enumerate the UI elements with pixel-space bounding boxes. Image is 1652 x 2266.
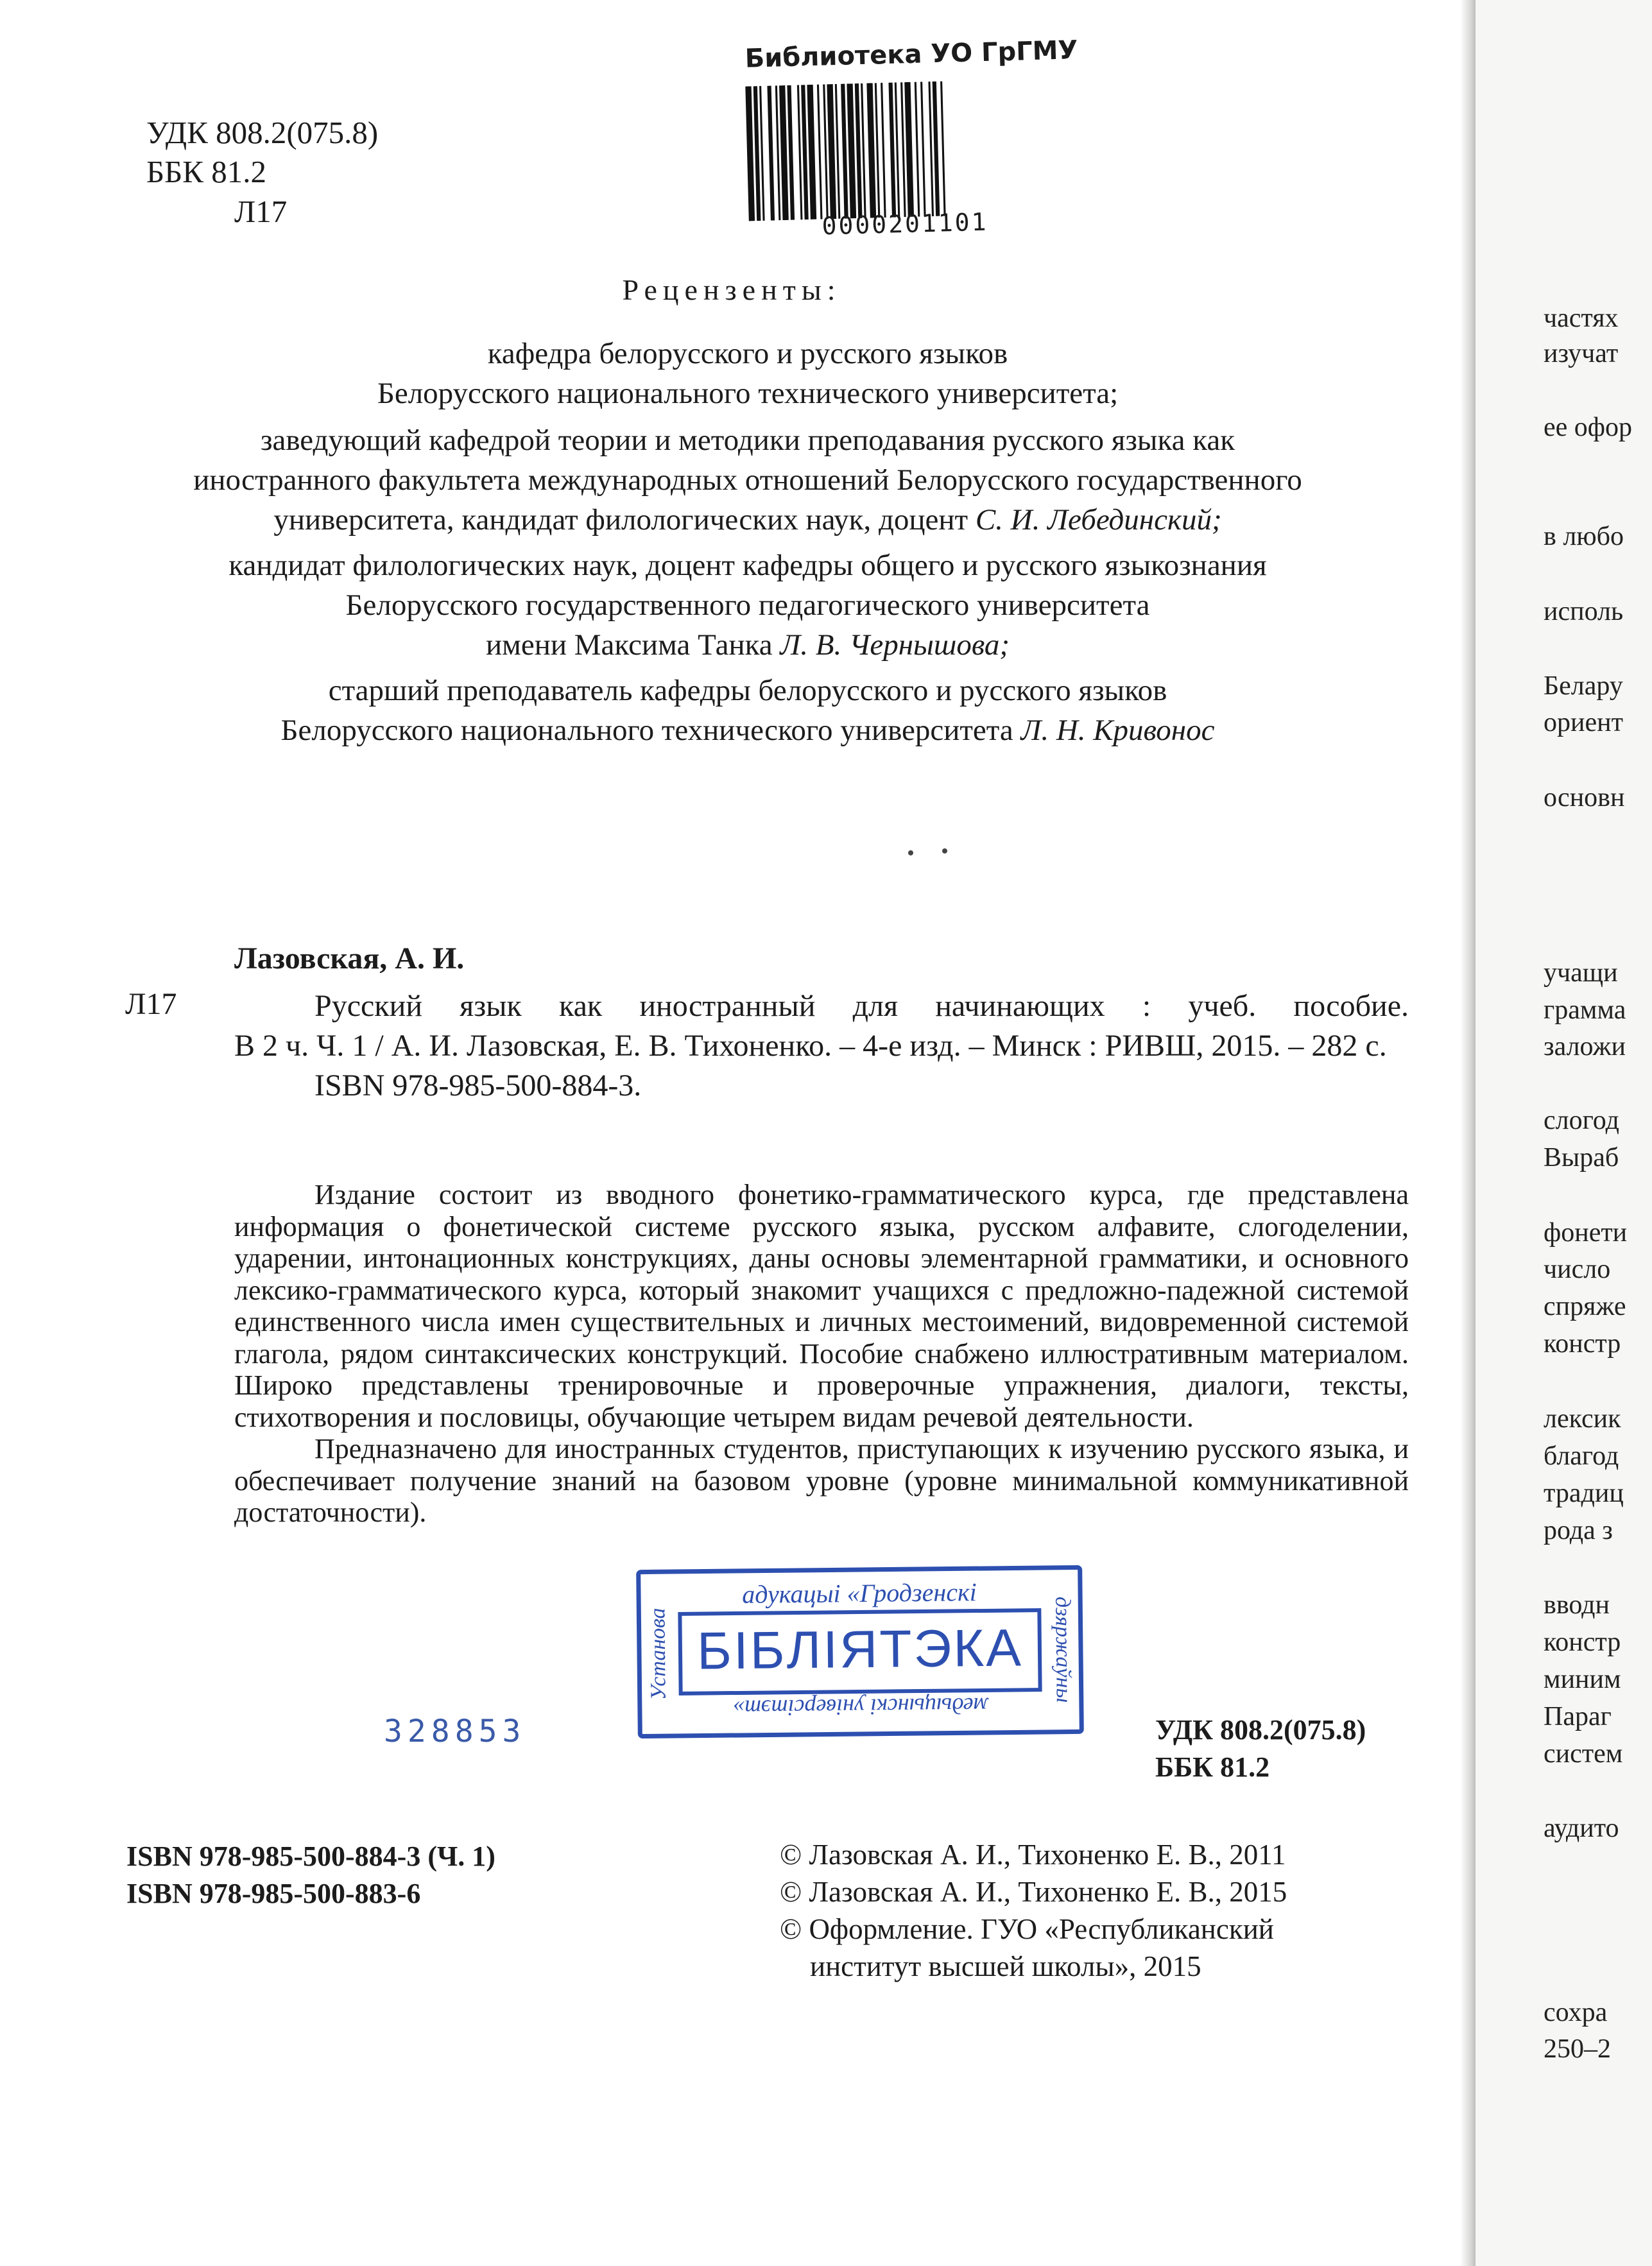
library-stamp	[635, 1563, 1086, 1740]
reviewer-affiliation: Белорусского национального технического университета	[280, 714, 1021, 747]
barcode-bar	[779, 85, 789, 220]
page-gutter-shadow	[1460, 0, 1476, 2266]
reviewer-line	[96, 625, 1399, 665]
bbk-code: ББК 81.2	[146, 154, 266, 189]
copyright-line: © Лазовская А. И., Тихоненко Е. В., 2015	[780, 1876, 1287, 1908]
barcode-bar	[753, 86, 761, 221]
annotation-paragraph: Издание состоит из вводного фонетико-грамматического курса, где представлена информация о фонетической системе русского языка, русском алфавите, слогоделении, ударении, интонационных конструкциях, даны основы элементарной грамматики, и основного лексико-грамматического курса, который знакомит учащихся с предложно-падежной системой единственного числа имен существительных и личных местоимений, видовременной системой глагола, рядом синтаксических конструкций. Пособие снабжено иллюстративным материалом. Широко представлены тренировочные и проверочные упражнения, диалоги, тексты, стихотворения и пословицы, обучающие четырем видам речевой деятельности.	[234, 1179, 1409, 1433]
stamp-left-text: Установа	[646, 1608, 671, 1701]
reviewer-entry	[96, 545, 1399, 665]
reviewer-line	[96, 500, 1399, 540]
copyright-line: институт высшей школы», 2015	[810, 1950, 1201, 1982]
barcode-bar	[847, 83, 856, 218]
barcode-bar	[933, 82, 940, 216]
reviewer-line: кафедра белорусского и русского языков	[487, 337, 1008, 370]
facing-page-line: спряже	[1544, 1292, 1626, 1321]
isbn-volume: ISBN 978-985-500-884-3 (Ч. 1)	[126, 1841, 495, 1872]
reviewer-affiliation: университета, кандидат филологических наук, доцент	[273, 503, 976, 536]
catalog-author-heading: Лазовская, А. И.	[234, 941, 465, 975]
facing-page-line: традиц	[1544, 1479, 1624, 1508]
inventory-number: 328853	[384, 1713, 526, 1749]
facing-page-line: констр	[1544, 1627, 1621, 1657]
reviewer-entry	[96, 671, 1399, 750]
reviewer-affiliation: имени Максима Танка	[485, 628, 780, 662]
stamp-center-text: БІБЛІЯТЭКА	[696, 1618, 1024, 1681]
catalog-isbn: ISBN 978-985-500-884-3.	[314, 1069, 642, 1103]
facing-page-line: в любо	[1544, 522, 1624, 551]
facing-page-line: Белару	[1544, 671, 1623, 701]
author-sign: Л17	[234, 194, 288, 229]
facing-page-line: констр	[1544, 1329, 1621, 1359]
stamp-right-text: дзяржаўны	[1051, 1596, 1076, 1703]
facing-page-line: Выраб	[1544, 1143, 1619, 1172]
barcode-bar	[807, 85, 816, 219]
barcode-bar	[787, 85, 795, 220]
facing-page-line: ориент	[1544, 708, 1623, 737]
barcode-bar	[745, 86, 755, 221]
reviewer-line: Белорусского национального технического университета;	[377, 377, 1119, 410]
print-speck	[942, 848, 947, 854]
barcode-bar	[827, 84, 836, 219]
barcode-bar	[915, 82, 920, 217]
catalog-bibliographic-description	[234, 986, 1409, 1106]
bbk-code-bold: ББК 81.2	[1155, 1751, 1270, 1783]
reviewer-name: Л. Н. Кривонос	[1020, 714, 1215, 747]
stamp-bottom-text: медыцынскі універсітэт»	[732, 1692, 988, 1722]
facing-page-line: изучат	[1544, 339, 1619, 368]
reviewer-name: Л. В. Чернышова;	[780, 628, 1010, 662]
reviewer-line: Белорусского государственного педагогического университета	[345, 588, 1150, 622]
reviewers-heading: Рецензенты:	[622, 273, 841, 306]
facing-page-edge	[1473, 0, 1652, 2266]
barcode-sticker	[738, 35, 1085, 252]
barcode-bar	[920, 82, 926, 216]
catalog-call-number: Л17	[125, 987, 177, 1021]
barcode-bar	[904, 82, 914, 217]
facing-page-line: сохра	[1544, 1998, 1608, 2027]
facing-page-line: ее офор	[1544, 413, 1632, 442]
copyright-line: © Оформление. ГУО «Республиканский	[780, 1913, 1274, 1945]
copyright-line: © Лазовская А. И., Тихоненко Е. В., 2011	[780, 1839, 1286, 1871]
barcode-number: 0000201101	[822, 207, 988, 241]
barcode-bar	[767, 86, 775, 221]
reviewer-entry	[96, 334, 1399, 413]
facing-page-line: Параг	[1544, 1702, 1612, 1731]
facing-page-line: миним	[1544, 1665, 1621, 1694]
reviewer-name: С. И. Лебединский;	[975, 503, 1222, 536]
barcode-bar	[801, 85, 809, 219]
barcode-bar	[866, 83, 876, 218]
annotation	[234, 1179, 1409, 1529]
barcode-bar	[841, 84, 848, 219]
print-speck	[908, 850, 913, 855]
facing-page-line: заложи	[1544, 1032, 1626, 1061]
facing-page-line: лексик	[1544, 1404, 1621, 1434]
facing-page-line: рода з	[1544, 1516, 1613, 1545]
facing-page-line: благод	[1544, 1441, 1619, 1471]
facing-page-line: основн	[1544, 783, 1625, 812]
catalog-title-line: Русский язык как иностранный для начинающих : учеб. пособие.	[314, 989, 1409, 1023]
facing-page-line: вводн	[1544, 1590, 1610, 1620]
facing-page-line: исполь	[1544, 597, 1624, 626]
barcode-bar	[855, 83, 863, 218]
reviewer-line: заведующий кафедрой теории и методики преподавания русского языка как	[260, 424, 1235, 457]
udk-code: УДК 808.2(075.8)	[146, 115, 379, 150]
facing-page-line: аудито	[1544, 1814, 1619, 1843]
reviewer-line: иностранного факультета международных отношений Белорусского государственного	[193, 463, 1302, 497]
reviewer-line	[96, 710, 1399, 750]
udk-code-bold: УДК 808.2(075.8)	[1155, 1714, 1366, 1746]
facing-page-line: учащи	[1544, 958, 1618, 988]
facing-page-line: слогод	[1544, 1106, 1619, 1135]
facing-page-line: грамма	[1544, 995, 1626, 1025]
isbn-set: ISBN 978-985-500-883-6	[126, 1878, 421, 1909]
facing-page-line: число	[1544, 1255, 1611, 1284]
facing-page-line: фонети	[1544, 1218, 1628, 1248]
facing-page-line: систем	[1544, 1739, 1623, 1769]
facing-page-line: 250–2	[1544, 2034, 1611, 2064]
barcode-bar	[940, 82, 946, 216]
reviewer-line: кандидат филологических наук, доцент кафедры общего и русского языкознания	[228, 549, 1267, 582]
barcode-bar	[888, 83, 896, 218]
reviewer-entry	[96, 420, 1399, 540]
annotation-paragraph: Предназначено для иностранных студентов, приступающих к изучению русского языка, и обеспечивает получение знаний на базовом уровне (уровне минимальной коммуникативной достаточности).	[234, 1433, 1409, 1528]
barcode-bar	[817, 85, 823, 219]
catalog-description: В 2 ч. Ч. 1 / А. И. Лазовская, Е. В. Тихоненко. – 4-е изд. – Минск : РИВШ, 2015. – 282 с.	[234, 1029, 1387, 1063]
facing-page-line: частях	[1544, 304, 1619, 333]
barcode-icon	[743, 78, 1073, 221]
stamp-top-text: адукацыі «Гродзенскі	[742, 1577, 977, 1609]
barcode-library-name: Библиотека УО ГрГМУ	[744, 35, 1078, 74]
barcode-bar	[881, 83, 886, 218]
reviewer-line: старший преподаватель кафедры белорусского и русского языков	[328, 674, 1167, 707]
